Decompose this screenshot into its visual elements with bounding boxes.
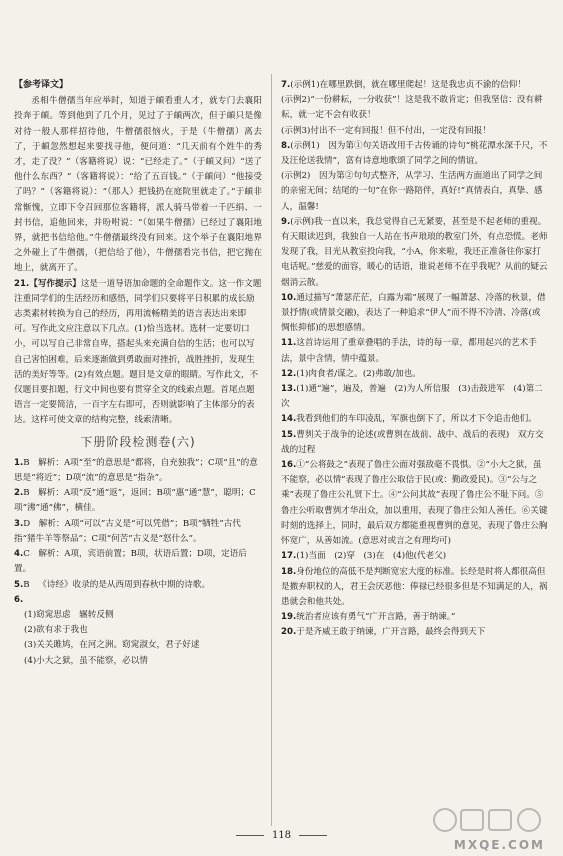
answer-item-2 (14, 486, 262, 516)
answer-item-7-example-3 (281, 124, 549, 139)
item-number: 3. (14, 518, 24, 529)
item-text: (示例2)“一份耕耘，一分收获”！这是我不敢肯定；但我坚信：没有耕耘，就一定不会有收获！ (281, 95, 543, 121)
answer-item-18 (281, 565, 549, 611)
item-text: (1)肉食者/谋之。(2)弗敢/加也。 (296, 368, 421, 379)
item-explanation: 《诗经》收录的是从西周到春秋中期的诗歌。 (38, 579, 211, 590)
writing-tip-label: 【写作提示】 (29, 278, 81, 289)
item-text: 我看到他们的车印凌乱，军旗也倒下了，所以才下令追击他们。 (296, 414, 537, 425)
answer-item-7 (281, 78, 549, 93)
item-text: 统治者应该有勇气“广开言路，善于纳谏。” (296, 612, 456, 623)
item-number: 17. (281, 551, 297, 562)
item-explanation: 解析：A项“反”通“返”，返回；B项“惠”通“慧”，聪明；C项“沸”通“佛”，横佳。 (14, 488, 256, 514)
answer-item-10 (281, 291, 549, 337)
item-answer: B (23, 457, 30, 468)
question-number: 21. (14, 278, 30, 289)
item-text: 这首诗运用了重章叠唱的手法，诗的每一章，都用起兴的艺术手法，景中含情，情中蕴景。 (281, 338, 537, 364)
item-text: 曹刿关于战争的论述(或曹刿在战前、战中、战后的表现) 双方交战的过程 (281, 429, 544, 455)
item-number: 10. (281, 292, 297, 303)
reference-translation-heading: 【参考译文】 (14, 80, 69, 90)
item-text: 身份地位的高低不是判断宽宏大度的标准。长经是时将人都很高但是撤弃职权的人，君王会厌恶他：俸禄已经很多但是不知满足的人，祸患就会和他共处。 (281, 566, 548, 607)
answer-item-13 (281, 382, 549, 412)
item-explanation: 解析：A项“至”的意思是“都将，自充独我”；C项“且”的意思是“将近”；D项“流”的意思是“指杂”。 (14, 457, 258, 484)
item-text: (示例)我一直以来，我总觉得自己无紧要，甚至是不起老师的重视。有天眼读迟到，我独自一人站在书声琅琅的教室门外，有点恐慌。老师发现了我，目光从教室投向我，“小A，你来啦，我还正准备往你家打电话呢。”慈爱的面容，暖心的话语，谁说老师不在乎我呢？从前的疑云烟消云散。 (281, 216, 548, 288)
item-number: 1. (14, 457, 24, 468)
answer-item-15 (281, 428, 549, 458)
answer-item-6 (14, 593, 262, 669)
answer-item-16 (281, 458, 549, 549)
item-number: 7. (281, 80, 291, 90)
item-number: 4. (14, 549, 24, 560)
reference-translation-text: 丞相牛僧孺当年应举时，知道于頔看重人才，就专门去襄阳投奔于頔。等到他到了几个月，见过了于頔两次，但于頔只是像对待一般人那样招待他，牛僧孺很恼火，于是（牛僧孺）离去了，于頔忽然想起来要找寻他，便问道：“几天前有个姓牛的秀才，走了没？”（客籍将说）说：“已经走了。”（于頔又问）“送了他什么东西？”（客籍将说）：“给了五百钱。”（于頔问）“他接受了吗？”（客籍将说）：“（那人）把钱扔在庭院里就走了。”于頔非常惭愧，立即下令召回那位客籍将，派人骑马带着一千匹绢、一封书信，追他回来，并吩咐说：“（如果牛僧孺）已经过了襄阳地界，就把书信给他。”牛僧孺最终没有回来。这个举子在襄阳地界之外碰上了牛僧孺，（把信给了他），牛僧孺看完书信，把它抛在地上，就离开了。 (14, 96, 262, 274)
item-number: 20. (281, 627, 297, 638)
item-text: (示例3)付出不一定有回报！但不付出，一定没有回报！ (281, 125, 491, 136)
item-answer: B (23, 579, 30, 590)
item-answer: D (23, 518, 31, 529)
item-number: 15. (281, 429, 297, 440)
footer-rule-left (236, 835, 264, 836)
answer-item-19 (281, 610, 549, 625)
page-number: 118 (271, 830, 292, 841)
answer-item-12 (281, 367, 549, 382)
sub-answer: (3)关关雎鸠，在河之洲。窈窕淑女，君子好逑 (24, 640, 200, 651)
answer-item-9 (281, 215, 549, 291)
item-text: 通过描写“萧瑟茫茫，白露为霜”展现了一幅萧瑟、冷落的秋景，借景抒情(或情景交融)，表达了一种追求“伊人”而不得不冷清、冷落(或惆怅抑郁)的思想感情。 (281, 292, 546, 334)
item-text: (1)当面 (2)穿 (3)在 (4)他(代老父) (296, 551, 447, 562)
item-answer: B (23, 488, 30, 499)
item-number: 9. (281, 216, 291, 227)
answer-item-17 (281, 549, 549, 564)
item-explanation: 解析：A项“可以”古义是“可以凭借”；B项“牺牲”古代指“猪牛羊等祭品”；C项“何苦”古义是“怒什么”。 (14, 518, 241, 544)
item-text: (示例1)在哪里跌倒，就在哪里爬起！这是我忠贞不渝的信仰！ (290, 80, 526, 90)
answer-item-7-example-2 (281, 93, 549, 123)
section-title: 下册阶段检测卷(六) (80, 434, 196, 449)
footer-rule-right (299, 835, 327, 836)
item-number: 2. (14, 488, 24, 499)
item-text: (示例2) 因为第②句句式整齐，从学习、生活两方面道出了同学之间的亲密无间；结尾的一句“在你一路陪伴，真好!”真情表白，真挚、感人，温馨! (281, 171, 543, 212)
item-text: 于是齐威王敢于纳谏，广开言路，最终会得到天下 (296, 627, 486, 638)
item-number: 8. (281, 140, 291, 151)
item-number: 6. (14, 594, 24, 605)
question-21-text: 这是一道导语加命题的全命题作文。这一作文题注重同学们的生活经历和感悟，同学们只要将平日积累的成长励志类素材转换为自己的经历，再用流畅精美的语言表达出来即可。写作此文应注意以下几点。(1)恰当选材。选材一定要切口小，可以写自己非常自卑，搭起头来充满自信的生活；也可以写自己害怕困难，后来逐渐做到勇敢面对挫折，战胜挫折，发现生活的美好等等。(2)有效点题。题目是文章的眼睛。写作此文，不仅题目要扣题，行文中间也要有贯穿全文的线索点题。首尾点题语言一定要简洁，一百字左右即可，否则就影响了主体部分的表达。这样可使文章的结构完整，线索清晰。 (14, 278, 262, 426)
watermark-text: MXQE.COM (453, 838, 545, 852)
question-21 (14, 277, 262, 429)
item-number: 14. (281, 414, 297, 425)
item-answer: C (23, 549, 30, 560)
item-text: (示例1) 因为第①句关语改用千古传诵的诗句“桃花潭水深千尺，不及汪伦送我情”，富有诗意地歌颂了同学之间的情谊。 (281, 140, 548, 167)
answer-item-14 (281, 412, 549, 427)
answer-item-4 (14, 547, 262, 577)
item-number: 5. (14, 579, 24, 590)
answer-item-5 (14, 578, 262, 593)
item-text: (1)通“遍”，遍及，普遍 (2)为人所信服 (3)击鼓进军 (4)第二次 (281, 384, 543, 410)
answer-item-11 (281, 336, 549, 366)
answer-item-1 (14, 456, 262, 486)
answer-item-20 (281, 625, 549, 640)
sub-answer: (1)窈窕思虑 辗转反侧 (24, 609, 114, 620)
left-column (14, 78, 262, 669)
item-number: 19. (281, 612, 297, 623)
item-explanation: 解析：A项，宾语前置；B项，状语后置；D项，定语后置。 (14, 549, 247, 575)
right-column (281, 78, 549, 641)
item-number: 12. (281, 368, 297, 379)
item-number: 16. (281, 460, 297, 471)
column-divider (271, 74, 272, 826)
answer-item-3 (14, 517, 262, 547)
sub-answer: (2)欲有求于我也 (24, 625, 88, 636)
sub-answer: (4)小大之狱，虽不能察，必以情 (24, 655, 148, 666)
item-text: ①“公将鼓之”表现了鲁庄公面对强敌毫不畏惧。②“小大之狱，虽不能察，必以情”表现了鲁庄公取信于民(或：勤政爱民)。③“公与之乘”表现了鲁庄公礼贤下士。④“公问其故”表现了鲁庄公不耻下问。⑤鲁庄公听取曹刿才华出众，加以重用，表现了鲁庄公知人善任。⑥关键时刻的选择上，同时，最后双方都能重视曹刿的意见，表现了鲁庄公胸怀宽广，从善如流。(意思对或言之有理均可) (281, 460, 548, 547)
answer-item-8 (281, 139, 549, 169)
item-number: 18. (281, 566, 297, 577)
item-number: 13. (281, 384, 297, 395)
item-number: 11. (281, 338, 297, 349)
answer-item-8-example-2 (281, 169, 549, 215)
